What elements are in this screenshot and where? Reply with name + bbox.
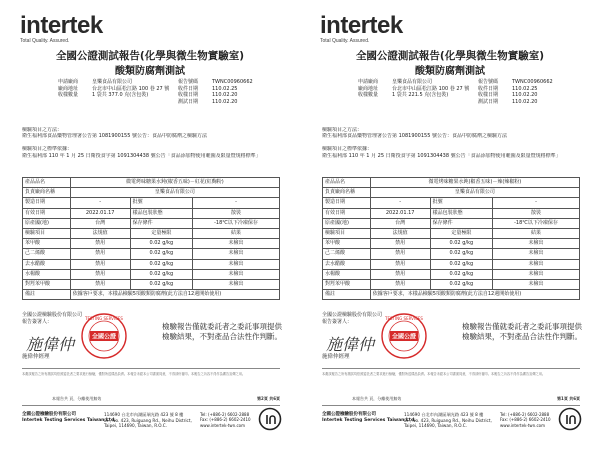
storage-value: -18℃以下冷凍保存 <box>493 218 580 228</box>
divider <box>22 405 280 406</box>
fax-line: Fax: (+886-2) 6602-2410 <box>200 417 251 423</box>
divider <box>322 368 580 369</box>
origin-value: 台灣 <box>70 218 130 228</box>
note-line: 衛生福利部 110 年 1 月 25 日衛授食字第 1091304438 號公告「食品添加物使用範圍及限量暨規格標準」 <box>322 152 561 159</box>
info-k2: 報告號碼 <box>478 79 499 85</box>
table-cell: 禁用 <box>370 239 430 249</box>
signature-area <box>322 312 582 372</box>
company-name <box>22 412 116 424</box>
info-k2: 收件日期 <box>178 85 199 92</box>
info-k2: 測試日期 <box>178 98 199 105</box>
pkg-value: 散裝 <box>193 208 280 218</box>
company-name-zh: 全國公證檢驗股份有限公司 <box>22 412 76 417</box>
info-k2: 報告號碼 <box>178 79 199 85</box>
logo-tagline: Total Quality. Assured. <box>320 38 370 44</box>
table-cell: 未檢出 <box>493 269 580 279</box>
fax-line: Fax: (+886-2) 6602-2410 <box>500 417 551 423</box>
note-line: 檢驗項目之標準依據： <box>22 146 73 153</box>
remark-value: 依據客戶要求，本樣品檢驗5項酸類防腐劑(此方法自12週開始使用) <box>370 290 579 300</box>
report-title: 全國公證測試報告(化學與微生物實驗室) <box>55 50 245 62</box>
info-k <box>358 99 392 106</box>
lot-value: - <box>493 198 580 208</box>
column-header: 檢驗項目 <box>323 228 371 238</box>
table-row <box>23 198 280 208</box>
svg-text:全國公證: 全國公證 <box>91 333 117 341</box>
info-v: 台北市中山區松江路 100 巷 27 號 <box>392 85 470 92</box>
table-row <box>323 198 580 208</box>
info-k: 收樣數量 <box>58 92 79 98</box>
report-subtitle: 酸類防腐劑測試 <box>415 66 485 77</box>
storage-label: 保存條件 <box>430 218 492 228</box>
remark-value: 依據客戶要求，本樣品檢驗5項酸類防腐劑(此方法自12週開始使用) <box>70 290 279 300</box>
company-name <box>322 412 416 424</box>
report-info-block <box>58 79 253 105</box>
info-v2: 110.02.20 <box>512 92 538 98</box>
table-cell: 未檢出 <box>193 239 280 249</box>
info-k: 廠商地址 <box>58 85 79 92</box>
company-footer <box>322 410 582 434</box>
exp-label: 有效日期 <box>23 208 71 218</box>
table-row <box>323 178 580 188</box>
table-cell: 0.02 g/kg <box>430 259 492 269</box>
brand-label: 負責廠商名稱 <box>323 188 371 198</box>
exp-value: 2022.01.17 <box>370 208 430 218</box>
table-row <box>23 178 280 188</box>
table-cell: 0.02 g/kg <box>430 249 492 259</box>
table-cell: 禁用 <box>70 239 130 249</box>
report-subtitle: 酸類防腐劑測試 <box>115 66 185 77</box>
report-page-right <box>300 0 600 450</box>
results-table <box>22 177 280 300</box>
table-header-row <box>23 228 280 238</box>
table-cell: 0.02 g/kg <box>130 259 192 269</box>
info-v <box>92 99 178 106</box>
info-v2: 110.02.20 <box>512 98 538 105</box>
website-line: www.intertek-twn.com <box>500 422 546 428</box>
logo-tagline: Total Quality. Assured. <box>20 38 70 44</box>
report-title: 全國公證測試報告(化學與微生物實驗室) <box>355 50 545 62</box>
table-row <box>323 188 580 198</box>
address-line: Taipei, 114690, Taiwan, R.O.C. <box>104 423 168 429</box>
table-cell: 禁用 <box>370 269 430 279</box>
table-row <box>23 188 280 198</box>
info-row <box>358 99 553 106</box>
table-row <box>323 279 580 289</box>
table-row <box>23 249 280 259</box>
signer-block <box>322 312 382 325</box>
tel-line: Tel: (+886-2) 6602-2888 <box>500 412 550 417</box>
table-row <box>323 269 580 279</box>
footline-note: 本報告共 頁，分離使用無效 <box>352 396 402 401</box>
table-row <box>23 279 280 289</box>
product-name: 微電烤味糖果水鈍(椒香五味)－紅花(紅麴粉) <box>70 178 279 188</box>
statement-line: 檢驗結果，不對產品合法性作判斷。 <box>462 332 582 341</box>
origin-label: 原產國(地) <box>23 218 71 228</box>
divider <box>22 368 280 369</box>
table-cell: 0.02 g/kg <box>130 249 192 259</box>
address-line: Taipei, 114690, Taiwan, R.O.C. <box>404 423 468 429</box>
column-header: 法規值 <box>370 228 430 238</box>
table-cell: 禁用 <box>70 259 130 269</box>
signer-name: 施偉仲經理 <box>322 354 350 360</box>
table-cell: 苯甲酸 <box>23 239 71 249</box>
mfg-label: 製造日期 <box>323 198 371 208</box>
company-address <box>404 412 492 429</box>
table-row <box>23 239 280 249</box>
signer-label: 報告簽署人： <box>22 318 53 325</box>
remark-label: 備註 <box>323 290 371 300</box>
table-cell: 0.02 g/kg <box>430 279 492 289</box>
intertek-round-logo-icon <box>558 407 582 431</box>
divider <box>322 405 580 406</box>
table-row <box>23 218 280 228</box>
info-v2: TWNC00960662 <box>512 79 553 85</box>
table-cell: 己二烯酸 <box>23 249 71 259</box>
page-number: 第2頁 共6頁 <box>257 396 280 401</box>
exp-value: 2022.01.17 <box>70 208 130 218</box>
footline-note: 本報告共 頁，分離使用無效 <box>52 396 102 401</box>
table-cell: 禁用 <box>70 269 130 279</box>
table-row <box>323 290 580 300</box>
intertek-logo: intertek <box>320 12 403 39</box>
address-line: 8F., No. 423, Ruiguang Rd., Neihu District, <box>104 417 192 423</box>
table-cell: 未檢出 <box>493 239 580 249</box>
pkg-label: 樣品包裝狀態 <box>430 208 492 218</box>
table-cell: 禁用 <box>370 249 430 259</box>
brand-value: 皇樂食品有限公司 <box>70 188 279 198</box>
statement-line: 檢驗報告僅就委託者之委託事項提供 <box>162 322 282 331</box>
table-row <box>323 208 580 218</box>
info-k2: 收件日期 <box>478 85 499 92</box>
statement-line: 檢驗結果，不對產品合法性作判斷。 <box>162 332 282 341</box>
column-header: 檢驗項目 <box>23 228 71 238</box>
statement-line: 檢驗報告僅就委託者之委託事項提供 <box>462 322 582 331</box>
info-v: 1 袋共 221.5 克(含包裝) <box>392 92 449 98</box>
info-k2: 收樣日期 <box>478 92 499 98</box>
handwritten-signature: 施偉仲 <box>26 335 75 354</box>
brand-label: 負責廠商名稱 <box>23 188 71 198</box>
note-line: 檢驗項目之方法： <box>322 127 363 133</box>
org-name: 全國公證檢驗股份有限公司 <box>22 312 83 318</box>
table-cell: 0.02 g/kg <box>130 279 192 289</box>
signature-area <box>22 312 282 372</box>
table-row <box>323 239 580 249</box>
signer-block <box>22 312 82 325</box>
brand-value: 皇樂食品有限公司 <box>370 188 579 198</box>
table-cell: 禁用 <box>370 259 430 269</box>
svg-text:TESTING SERVICES: TESTING SERVICES <box>385 316 423 321</box>
table-cell: 水楊酸 <box>323 269 371 279</box>
mfg-label: 製造日期 <box>23 198 71 208</box>
lot-label: 批號 <box>130 198 192 208</box>
company-contact <box>200 412 251 428</box>
company-name-zh: 全國公證檢驗股份有限公司 <box>322 412 376 417</box>
info-v2: TWNC00960662 <box>212 79 253 85</box>
column-header: 定量極限 <box>130 228 192 238</box>
info-k: 申請廠商 <box>358 79 379 85</box>
table-cell: 未檢出 <box>193 279 280 289</box>
table-cell: 未檢出 <box>493 249 580 259</box>
pkg-label: 樣品包裝狀態 <box>130 208 192 218</box>
product-label: 產品品名 <box>323 178 371 188</box>
mfg-value: - <box>370 198 430 208</box>
info-v: 台北市中山區松江路 100 巷 27 號 <box>92 85 170 92</box>
testing-services-stamp-icon <box>80 312 128 360</box>
disclaimer-statement <box>462 322 582 342</box>
table-cell: 未檢出 <box>493 259 580 269</box>
product-label: 產品品名 <box>23 178 71 188</box>
table-cell: 水楊酸 <box>23 269 71 279</box>
info-k <box>58 99 92 106</box>
company-address <box>104 412 192 429</box>
storage-value: -18℃以下冷凍保存 <box>193 218 280 228</box>
company-name-en: Intertek Testing Services Taiwan Ltd. <box>22 418 116 423</box>
table-cell: 禁用 <box>70 279 130 289</box>
table-cell: 去水醋酸 <box>23 259 71 269</box>
pkg-value: 散裝 <box>493 208 580 218</box>
table-row <box>323 249 580 259</box>
company-contact <box>500 412 551 428</box>
table-cell: 苯甲酸 <box>323 239 371 249</box>
mfg-value: - <box>70 198 130 208</box>
table-row <box>23 259 280 269</box>
info-k: 收樣數量 <box>358 92 379 98</box>
results-table <box>322 177 580 300</box>
signer-label: 報告簽署人： <box>322 318 353 325</box>
table-cell: 未檢出 <box>193 249 280 259</box>
column-header: 法規值 <box>70 228 130 238</box>
svg-text:全國公證: 全國公證 <box>391 333 417 341</box>
info-v2: 110.02.20 <box>212 98 238 105</box>
column-header: 定量極限 <box>430 228 492 238</box>
company-footer <box>22 410 282 434</box>
info-k: 申請廠商 <box>58 79 79 85</box>
org-name: 全國公證檢驗股份有限公司 <box>322 312 383 318</box>
table-row <box>23 269 280 279</box>
info-v2: 110.02.20 <box>212 92 238 98</box>
remark-label: 備註 <box>23 290 71 300</box>
disclaimer-statement <box>162 322 282 342</box>
exp-label: 有效日期 <box>323 208 371 218</box>
note-line: 衛生福利部食品藥物管理署公告第 1081900155 號公告：食品中防腐劑之檢驗方法 <box>22 133 207 140</box>
table-row <box>323 259 580 269</box>
address-line: 114690 台北市內湖區瑞光路 423 號 8 樓 <box>404 412 484 417</box>
report-info-block <box>358 79 553 105</box>
info-row <box>58 99 253 106</box>
table-cell: 未檢出 <box>193 259 280 269</box>
origin-value: 台灣 <box>370 218 430 228</box>
product-name: 微電烤味糖果水鈍(椒香五味)－辣(辣椒粉) <box>370 178 579 188</box>
page-number: 第1頁 共6頁 <box>557 396 580 401</box>
info-v2: 110.02.25 <box>512 85 538 92</box>
note-line: 衛生福利部食品藥物管理署公告第 1081900155 號公告：食品中防腐劑之檢驗方法 <box>322 133 507 140</box>
tel-line: Tel: (+886-2) 6602-2888 <box>200 412 250 417</box>
address-line: 8F., No. 423, Ruiguang Rd., Neihu District, <box>404 417 492 423</box>
column-header: 結果 <box>493 228 580 238</box>
intertek-round-logo-icon <box>258 407 282 431</box>
table-row <box>23 208 280 218</box>
table-cell: 未檢出 <box>493 279 580 289</box>
note-line: 檢驗項目之方法： <box>22 127 63 133</box>
info-v2: 110.02.25 <box>212 85 238 92</box>
table-cell: 0.02 g/kg <box>130 269 192 279</box>
lot-value: - <box>193 198 280 208</box>
signer-name: 施偉仲經理 <box>22 354 50 360</box>
lot-label: 批號 <box>430 198 492 208</box>
info-k2: 收樣日期 <box>178 92 199 98</box>
website-line: www.intertek-twn.com <box>200 422 246 428</box>
column-header: 結果 <box>193 228 280 238</box>
intertek-logo: intertek <box>20 12 103 39</box>
table-cell: 去水醋酸 <box>323 259 371 269</box>
table-cell: 未檢出 <box>193 269 280 279</box>
table-cell: 己二烯酸 <box>323 249 371 259</box>
info-v: 皇樂食品有限公司 <box>392 79 433 85</box>
handwritten-signature: 施偉仲 <box>326 335 375 354</box>
note-line: 衛生福利部 110 年 1 月 25 日衛授食字第 1091304438 號公告「食品添加物使用範圍及限量暨規格標準」 <box>22 152 261 159</box>
testing-services-stamp-icon <box>380 312 428 360</box>
table-cell: 禁用 <box>370 279 430 289</box>
note-line: 檢驗項目之標準依據： <box>322 146 373 153</box>
table-cell: 0.02 g/kg <box>430 239 492 249</box>
table-cell: 0.02 g/kg <box>430 269 492 279</box>
table-cell: 0.02 g/kg <box>130 239 192 249</box>
svg-text:TESTING SERVICES: TESTING SERVICES <box>85 316 123 321</box>
fine-print: 本測試報告之所有測試均依照委託者之要求進行檢驗，僅對所送樣品負責。本報告未經本公司書面同意，不得部份複印。本報告之內容不得作為廣告宣傳之用。 <box>22 372 246 376</box>
address-line: 114690 台北市內湖區瑞光路 423 號 8 樓 <box>104 412 184 417</box>
table-row <box>323 218 580 228</box>
info-v: 皇樂食品有限公司 <box>92 79 133 85</box>
table-cell: 對羥苯甲酸 <box>23 279 71 289</box>
info-v <box>392 99 478 106</box>
table-cell: 禁用 <box>70 249 130 259</box>
info-v: 1 袋共 377.0 克(含包裝) <box>92 92 149 98</box>
storage-label: 保存條件 <box>130 218 192 228</box>
table-header-row <box>323 228 580 238</box>
origin-label: 原產國(地) <box>323 218 371 228</box>
table-row <box>23 290 280 300</box>
info-k2: 測試日期 <box>478 98 499 105</box>
info-k: 廠商地址 <box>358 85 379 92</box>
table-cell: 對羥苯甲酸 <box>323 279 371 289</box>
company-name-en: Intertek Testing Services Taiwan Ltd. <box>322 418 416 423</box>
fine-print: 本測試報告之所有測試均依照委託者之要求進行檢驗，僅對所送樣品負責。本報告未經本公司書面同意，不得部份複印。本報告之內容不得作為廣告宣傳之用。 <box>322 372 546 376</box>
method-notes <box>22 127 278 159</box>
method-notes <box>322 127 578 159</box>
